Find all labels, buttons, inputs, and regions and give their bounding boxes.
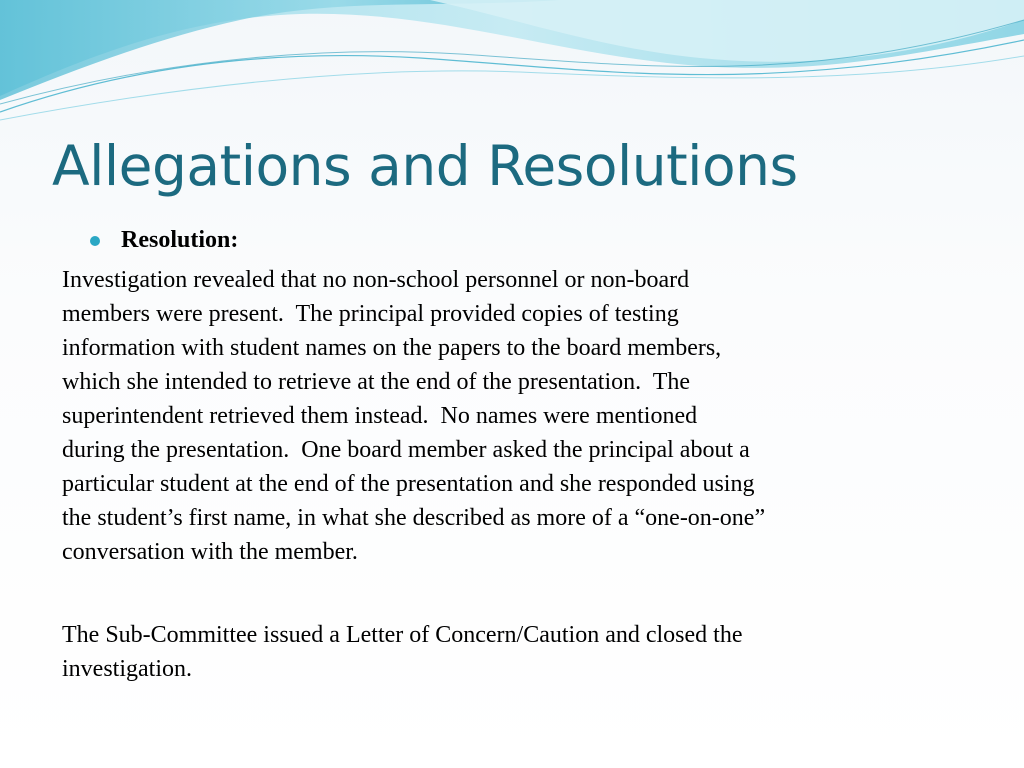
paragraph-line: information with student names on the papers to the board members, xyxy=(62,335,722,361)
bullet-item xyxy=(62,224,238,256)
paragraph-line: Investigation revealed that no non-school personnel or non-board xyxy=(62,267,690,293)
paragraph-line: particular student at the end of the presentation and she responded using xyxy=(62,471,755,497)
paragraph-line: during the presentation. One board member asked the principal about a xyxy=(62,437,750,463)
paragraph-line: investigation. xyxy=(62,656,192,682)
paragraph-line: superintendent retrieved them instead. No names were mentioned xyxy=(62,403,698,429)
conclusion-paragraph xyxy=(62,618,974,686)
slide-title: Allegations and Resolutions xyxy=(52,134,798,198)
paragraph-line: members were present. The principal provided copies of testing xyxy=(62,301,679,327)
paragraph-line: the student’s first name, in what she described as more of a “one-on-one” xyxy=(62,505,766,531)
resolution-paragraph xyxy=(62,263,974,569)
bullet-label: Resolution: xyxy=(121,226,239,253)
paragraph-line: The Sub-Committee issued a Letter of Concern/Caution and closed the xyxy=(62,622,743,648)
bullet-dot-icon xyxy=(90,236,100,246)
paragraph-line: which she intended to retrieve at the end of the presentation. The xyxy=(62,369,691,395)
header-wave-decoration xyxy=(0,0,1024,130)
paragraph-line: conversation with the member. xyxy=(62,539,358,565)
